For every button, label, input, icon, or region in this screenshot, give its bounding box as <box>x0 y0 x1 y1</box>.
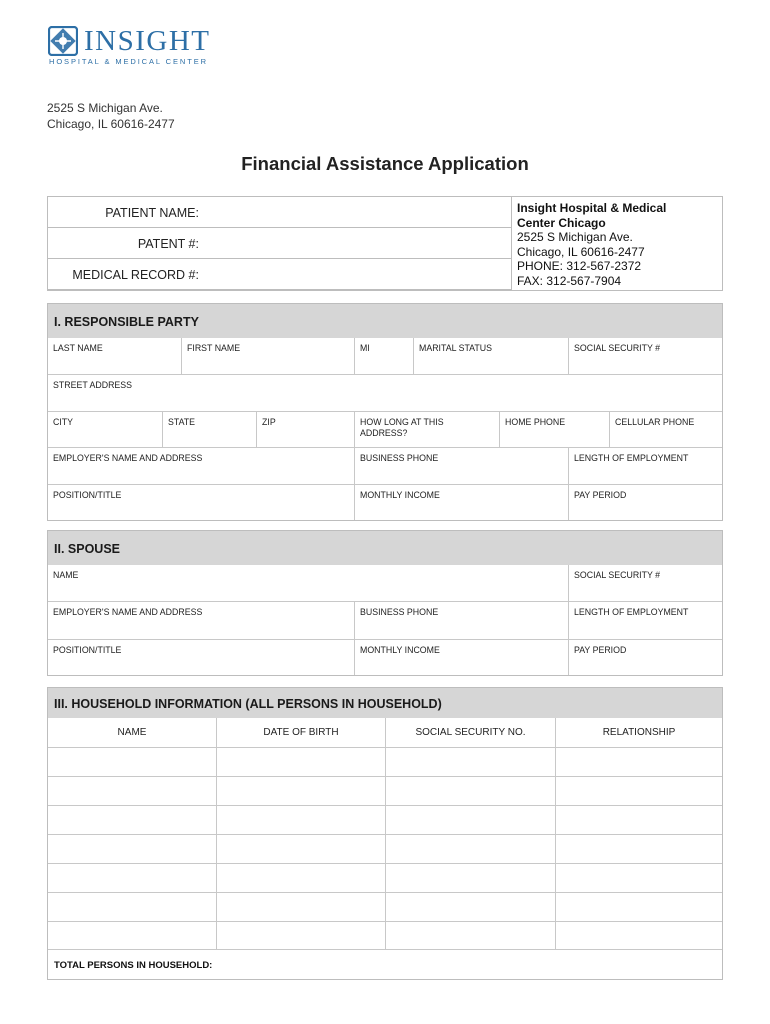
patient-number-label: PATENT #: <box>137 237 199 251</box>
rp-row-position <box>48 485 722 520</box>
spouse-heading: II. SPOUSE <box>48 531 722 565</box>
rp-business-phone-field[interactable] <box>354 448 568 484</box>
rp-zip-field[interactable] <box>256 412 354 447</box>
hh-relationship-cell[interactable] <box>555 893 722 921</box>
rp-position-field[interactable] <box>48 485 354 520</box>
rp-ssn-field[interactable] <box>568 338 722 374</box>
patient-box-divider <box>511 197 512 290</box>
hospital-address <box>47 100 175 132</box>
sp-ssn-field[interactable] <box>568 565 722 601</box>
rp-length-employment-field[interactable] <box>568 448 722 484</box>
sp-monthly-income-label: MONTHLY INCOME <box>360 645 440 655</box>
responsible-party-heading: I. RESPONSIBLE PARTY <box>48 304 722 338</box>
hh-dob-cell[interactable] <box>216 777 385 805</box>
rp-last-name-label: LAST NAME <box>53 343 103 353</box>
rp-business-phone-label: BUSINESS PHONE <box>360 453 439 463</box>
hh-relationship-cell[interactable] <box>555 806 722 834</box>
rp-mi-label: MI <box>360 343 370 353</box>
hh-name-cell[interactable] <box>48 893 216 921</box>
household-header-row <box>48 718 722 748</box>
rp-city-field[interactable] <box>48 412 162 447</box>
logo-mark-icon <box>48 26 78 56</box>
medical-record-label: MEDICAL RECORD #: <box>72 268 199 282</box>
hh-ssn-cell[interactable] <box>385 777 555 805</box>
facility-info <box>517 201 666 289</box>
rp-row-city <box>48 412 722 448</box>
household-section <box>47 687 723 980</box>
patient-info-box <box>47 196 723 291</box>
hh-relationship-cell[interactable] <box>555 777 722 805</box>
hh-ssn-cell[interactable] <box>385 893 555 921</box>
rp-how-long-label-2: ADDRESS? <box>360 427 408 438</box>
hh-ssn-cell[interactable] <box>385 748 555 776</box>
rp-monthly-income-field[interactable] <box>354 485 568 520</box>
hospital-logo <box>46 26 226 70</box>
logo-wordmark: INSIGHT <box>84 25 211 57</box>
rp-cell-phone-label: CELLULAR PHONE <box>615 417 695 427</box>
hh-name-cell[interactable] <box>48 922 216 949</box>
table-row <box>48 835 722 864</box>
address-line-2: Chicago, IL 60616-2477 <box>47 117 175 131</box>
sp-length-employment-field[interactable] <box>568 602 722 639</box>
rp-position-label: POSITION/TITLE <box>53 490 122 500</box>
sp-row-position <box>48 640 722 675</box>
table-row <box>48 777 722 806</box>
hh-ssn-cell[interactable] <box>385 922 555 949</box>
rp-row-street <box>48 375 722 412</box>
hh-col-relationship: RELATIONSHIP <box>555 718 722 747</box>
table-row <box>48 893 722 922</box>
rp-home-phone-label: HOME PHONE <box>505 417 566 427</box>
spouse-section <box>47 530 723 676</box>
household-heading: III. HOUSEHOLD INFORMATION (ALL PERSONS IN HOUSEHOLD) <box>48 688 722 718</box>
hh-dob-cell[interactable] <box>216 893 385 921</box>
sp-pay-period-field[interactable] <box>568 640 722 675</box>
table-row <box>48 806 722 835</box>
patient-name-label: PATIENT NAME: <box>105 206 199 220</box>
sp-business-phone-label: BUSINESS PHONE <box>360 607 439 617</box>
rp-length-employment-label: LENGTH OF EMPLOYMENT <box>574 453 689 463</box>
rp-cell-phone-field[interactable] <box>609 412 722 447</box>
table-row <box>48 748 722 777</box>
hh-dob-cell[interactable] <box>216 748 385 776</box>
sp-position-field[interactable] <box>48 640 354 675</box>
rp-state-label: STATE <box>168 417 196 427</box>
hh-col-name: NAME <box>117 727 147 738</box>
patient-name-field[interactable] <box>48 197 511 228</box>
sp-ssn-label: SOCIAL SECURITY # <box>574 570 661 580</box>
hh-col-ssn: SOCIAL SECURITY NO. <box>385 718 555 747</box>
sp-position-label: POSITION/TITLE <box>53 645 122 655</box>
rp-city-label: CITY <box>53 417 74 427</box>
rp-employer-field[interactable] <box>48 448 354 484</box>
hh-dob-cell[interactable] <box>216 835 385 863</box>
rp-row-name <box>48 338 722 375</box>
facility-phone: PHONE: 312-567-2372 <box>517 259 642 274</box>
facility-fax: FAX: 312-567-7904 <box>517 273 622 288</box>
hh-ssn-cell[interactable] <box>385 835 555 863</box>
hh-name-cell[interactable] <box>48 835 216 863</box>
rp-first-name-field[interactable] <box>181 338 354 374</box>
sp-row-name <box>48 565 722 602</box>
hh-ssn-cell[interactable] <box>385 806 555 834</box>
rp-first-name-label: FIRST NAME <box>187 343 241 353</box>
rp-state-field[interactable] <box>162 412 256 447</box>
hh-dob-cell[interactable] <box>216 806 385 834</box>
total-persons-label: TOTAL PERSONS IN HOUSEHOLD: <box>54 960 213 971</box>
rp-marital-status-label: MARITAL STATUS <box>419 343 492 353</box>
rp-last-name-field[interactable] <box>48 338 181 374</box>
hh-name-cell[interactable] <box>48 777 216 805</box>
rp-street-address-field[interactable] <box>48 375 722 411</box>
hh-name-cell[interactable] <box>48 806 216 834</box>
hh-name-cell[interactable] <box>48 748 216 776</box>
hh-relationship-cell[interactable] <box>555 748 722 776</box>
hh-dob-cell[interactable] <box>216 922 385 949</box>
sp-monthly-income-field[interactable] <box>354 640 568 675</box>
patient-number-field[interactable] <box>48 228 511 259</box>
page-title: Financial Assistance Application <box>241 153 529 174</box>
rp-street-address-label: STREET ADDRESS <box>53 380 133 390</box>
sp-employer-field[interactable] <box>48 602 354 639</box>
table-row <box>48 922 722 950</box>
facility-street: 2525 S Michigan Ave. <box>517 230 633 245</box>
rp-pay-period-field[interactable] <box>568 485 722 520</box>
sp-row-employer <box>48 602 722 640</box>
hh-dob-cell[interactable] <box>216 864 385 892</box>
table-row <box>48 864 722 893</box>
hh-relationship-cell[interactable] <box>555 922 722 949</box>
rp-pay-period-label: PAY PERIOD <box>574 490 627 500</box>
sp-pay-period-label: PAY PERIOD <box>574 645 627 655</box>
hh-col-dob: DATE OF BIRTH <box>216 718 385 747</box>
rp-monthly-income-label: MONTHLY INCOME <box>360 490 440 500</box>
hh-name-cell[interactable] <box>48 864 216 892</box>
sp-employer-label: EMPLOYER'S NAME AND ADDRESS <box>53 607 203 617</box>
sp-name-label: NAME <box>53 570 79 580</box>
hh-ssn-cell[interactable] <box>385 864 555 892</box>
rp-home-phone-field[interactable] <box>499 412 609 447</box>
rp-mi-field[interactable] <box>354 338 413 374</box>
medical-record-field[interactable] <box>48 259 511 290</box>
facility-name-line-1: Insight Hospital & Medical <box>517 201 667 215</box>
sp-length-employment-label: LENGTH OF EMPLOYMENT <box>574 607 689 617</box>
rp-how-long-field[interactable] <box>354 412 499 447</box>
responsible-party-section <box>47 303 723 521</box>
facility-name-line-2: Center Chicago <box>517 215 606 230</box>
address-line-1: 2525 S Michigan Ave. <box>47 101 163 115</box>
sp-business-phone-field[interactable] <box>354 602 568 639</box>
rp-employer-label: EMPLOYER'S NAME AND ADDRESS <box>53 453 203 463</box>
rp-zip-label: ZIP <box>262 417 276 427</box>
rp-marital-status-field[interactable] <box>413 338 568 374</box>
rp-ssn-label: SOCIAL SECURITY # <box>574 343 661 353</box>
rp-how-long-label-1: HOW LONG AT THIS <box>360 417 444 427</box>
hh-relationship-cell[interactable] <box>555 835 722 863</box>
logo-subtitle: HOSPITAL & MEDICAL CENTER <box>49 57 208 66</box>
hh-relationship-cell[interactable] <box>555 864 722 892</box>
sp-name-field[interactable] <box>48 565 568 601</box>
facility-city: Chicago, IL 60616-2477 <box>517 244 645 259</box>
rp-row-employer <box>48 448 722 485</box>
